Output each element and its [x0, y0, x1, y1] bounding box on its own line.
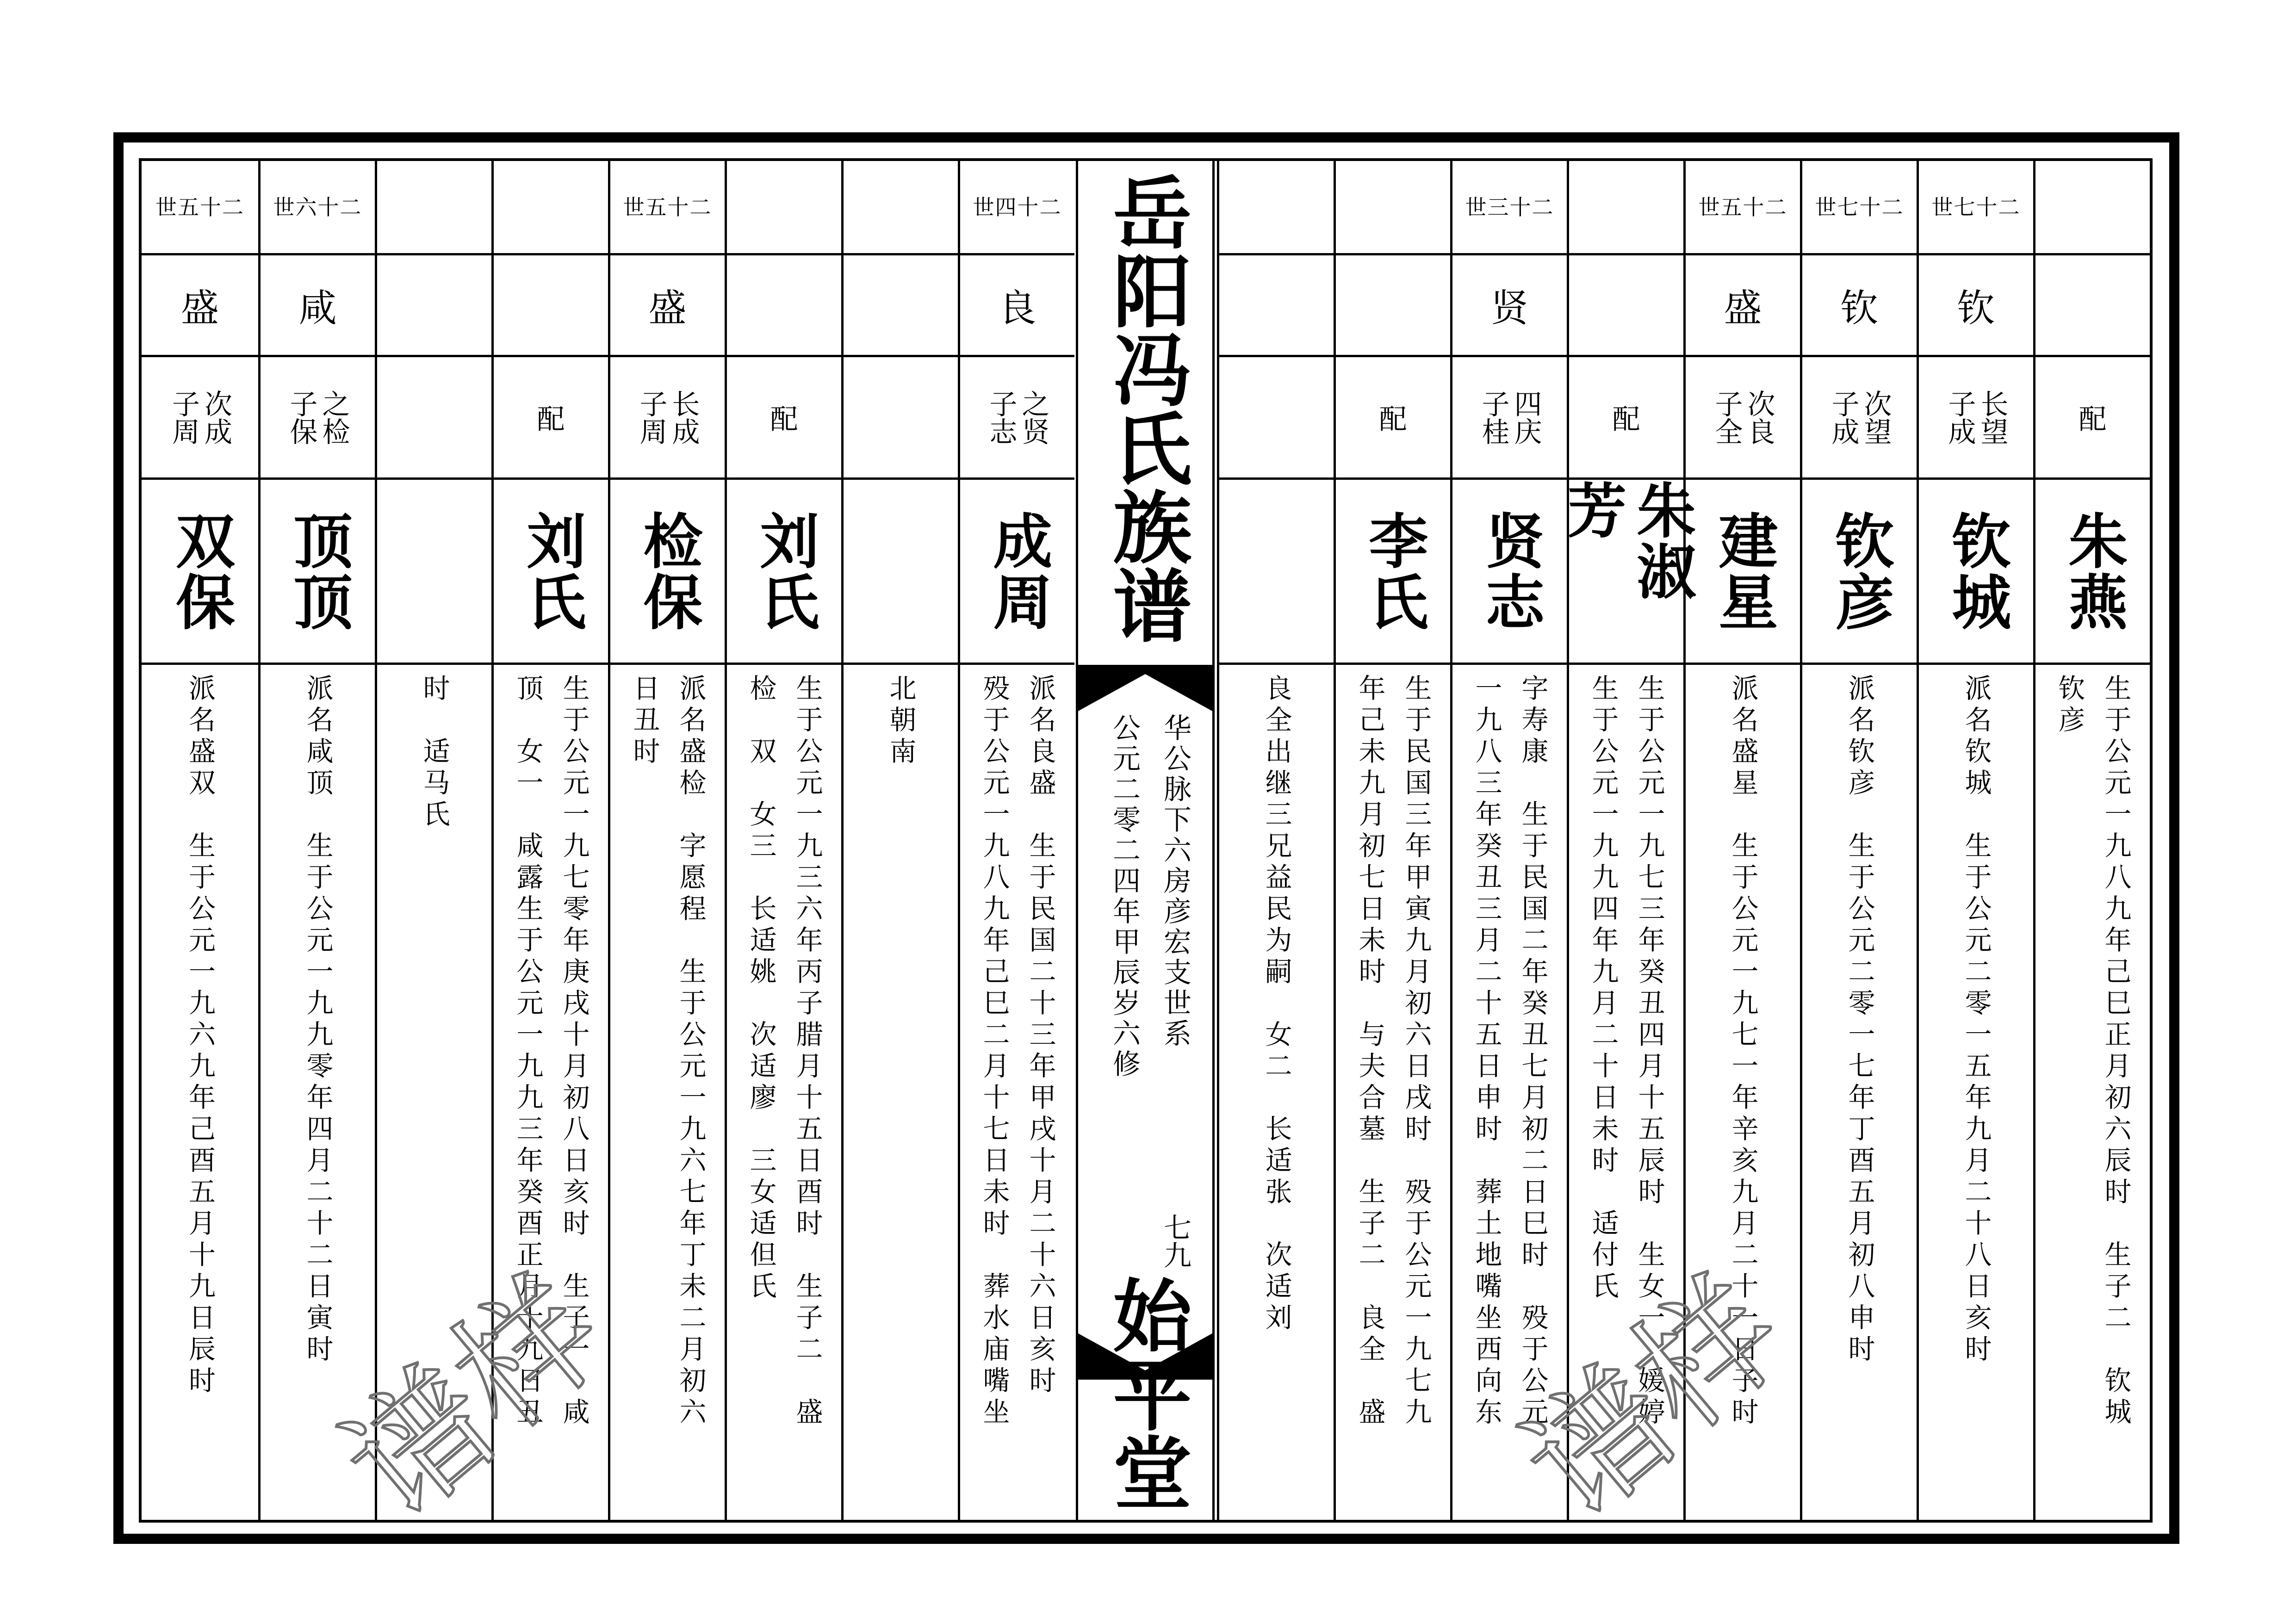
person-name: 钦彦 — [1825, 510, 1894, 632]
watermark-left: 谱样 — [316, 1247, 633, 1549]
biography-cell — [1336, 665, 1450, 1523]
person-column — [1450, 158, 1567, 1523]
biography-line: 派名盛星 生于公元一九七一年辛亥九月二十一日子时 — [1727, 674, 1759, 1429]
relation-line: 次良 — [1743, 390, 1775, 445]
relation-line: 长望 — [1976, 390, 2009, 445]
relation-cell — [494, 357, 608, 480]
person-name: 顶顶 — [283, 510, 353, 632]
generation-char-cell — [261, 255, 375, 357]
generation-char-cell — [1919, 255, 2033, 357]
branch-line: 华公脉下六房彦宏支世系 — [1159, 713, 1191, 1049]
generation-cell — [1569, 158, 1683, 255]
generation-char-cell — [1336, 255, 1450, 357]
generation-cell — [727, 158, 841, 255]
relation-text — [1478, 390, 1541, 445]
name-cell — [1219, 480, 1334, 665]
generation-cell — [1802, 158, 1917, 255]
generation-char: 盛 — [648, 286, 687, 330]
person-name: 朱淑芳 — [1557, 480, 1696, 602]
generation-cell — [142, 158, 258, 255]
person-column — [491, 158, 608, 1523]
biography-line: 派名钦城 生于公元二零一五年九月二十八日亥时 — [1960, 674, 1992, 1366]
name-cell — [494, 480, 608, 665]
biography-line: 生于公元一九七三年癸丑四月十五辰时 生女一 媛婷 — [1633, 674, 1665, 1429]
relation-line: 子志 — [985, 390, 1018, 445]
generation-cell — [844, 158, 958, 255]
relation-cell — [142, 357, 258, 480]
biography-cell — [960, 665, 1074, 1523]
person-column — [1917, 158, 2033, 1523]
name-cell — [261, 480, 375, 665]
person-column — [1557, 158, 1696, 1523]
generation-cell — [1686, 158, 1800, 255]
generation-cell — [1219, 158, 1334, 255]
relation-text — [986, 390, 1049, 445]
biography-line: 生于公元一九三六年丙子腊月十五日酉时 生子二 盛 — [791, 674, 823, 1429]
generation-char-cell — [377, 255, 491, 357]
person-name: 钦城 — [1942, 510, 2011, 632]
person-column — [1217, 158, 1334, 1523]
biography-line: 派名钦彦 生于公元二零一七年丁酉五月初八申时 — [1843, 674, 1875, 1366]
generation-char-cell — [727, 255, 841, 357]
generation-char: 盛 — [1724, 286, 1762, 330]
biography-cell — [2035, 665, 2150, 1523]
page-number: 七九 — [1159, 1213, 1191, 1269]
name-cell — [1452, 480, 1567, 665]
book-spine — [1076, 158, 1215, 1523]
relation-line: 子周 — [168, 390, 200, 445]
generation-label: 世五十二 — [623, 194, 712, 220]
name-cell — [1686, 480, 1800, 665]
generation-char: 钦 — [1840, 286, 1879, 330]
biography-cell — [494, 665, 608, 1523]
generation-char-cell — [1686, 255, 1800, 357]
biography-line: 生于公元一九七零年庚戌十月初八日亥时 生子一 咸 — [558, 674, 590, 1429]
biography-line: 时 适马氏 — [418, 674, 450, 831]
relation-text — [636, 390, 699, 445]
person-column — [1800, 158, 1917, 1523]
biography-line: 年己未九月初七日未时 与夫合墓 生子二 良全 盛 — [1354, 674, 1386, 1429]
biography-cell — [1569, 665, 1683, 1523]
biography-line: 字寿康 生于民国二年癸丑七月初二日巳时 殁于公元 — [1517, 674, 1549, 1429]
relation-cell — [1336, 357, 1450, 480]
generation-label: 世七十二 — [1815, 194, 1904, 220]
biography-line: 生于公元一九八九年己巳正月初六辰时 生子二 钦城 — [2100, 674, 2132, 1429]
generation-label: 世六十二 — [273, 194, 362, 220]
name-cell — [2035, 480, 2150, 665]
biography-cell — [844, 665, 958, 1523]
hall-name: 始平堂 — [1099, 1275, 1191, 1511]
generation-label: 世五十二 — [155, 194, 244, 220]
fish-tail-top-icon — [1078, 665, 1212, 711]
relation-cell — [1569, 357, 1683, 480]
name-cell — [142, 480, 258, 665]
relation-cell — [1686, 357, 1800, 480]
relation-line: 子保 — [285, 390, 318, 445]
generation-cell — [494, 158, 608, 255]
relation-cell — [2035, 357, 2150, 480]
person-column — [1334, 158, 1450, 1523]
generation-label: 世四十二 — [973, 194, 1062, 220]
generation-cell — [377, 158, 491, 255]
generation-cell — [610, 158, 725, 255]
relation-text: 配 — [770, 403, 798, 436]
relation-text — [286, 390, 349, 445]
person-name: 朱燕 — [2058, 510, 2128, 632]
person-name: 检保 — [633, 510, 702, 632]
generation-char-cell — [494, 255, 608, 357]
relation-text: 配 — [1379, 403, 1407, 436]
biography-line: 良全出继三兄益民为嗣 女二 长适张 次适刘 — [1260, 674, 1292, 1335]
generation-char-cell — [1802, 255, 1917, 357]
biography-line: 派名良盛 生于民国二十三年甲戌十月二十六日亥时 — [1024, 674, 1056, 1398]
generation-char-cell — [2035, 255, 2150, 357]
biography-line: 殁于公元一九八九年己巳二月十七日未时 葬水庙嘴坐 — [978, 674, 1010, 1429]
book-title: 岳阳冯氏族谱 — [1099, 172, 1191, 644]
person-name: 李氏 — [1359, 510, 1428, 632]
person-name: 建星 — [1708, 510, 1778, 632]
generation-char-cell — [1219, 255, 1334, 357]
person-name: 刘氏 — [516, 510, 586, 632]
name-cell — [1802, 480, 1917, 665]
biography-line: 顶 女一 咸露生于公元一九九三年癸酉正月十九日丑 — [512, 674, 544, 1429]
person-column — [2033, 158, 2150, 1523]
person-column — [258, 158, 375, 1523]
generation-cell — [1452, 158, 1567, 255]
biography-line: 派名盛检 字愿程 生于公元一九六七年丁未二月初六 — [675, 674, 707, 1429]
person-name: 刘氏 — [750, 510, 819, 632]
relation-text: 配 — [1612, 403, 1640, 436]
person-column — [1683, 158, 1800, 1523]
name-cell — [1919, 480, 2033, 665]
relation-cell — [844, 357, 958, 480]
relation-line: 子全 — [1710, 390, 1743, 445]
biography-cell — [1686, 665, 1800, 1523]
relation-text — [1945, 390, 2008, 445]
person-name: 双保 — [166, 510, 235, 632]
name-cell — [610, 480, 725, 665]
biography-cell — [610, 665, 725, 1523]
generation-char-cell — [960, 255, 1074, 357]
generation-char-cell — [1452, 255, 1567, 357]
relation-cell — [261, 357, 375, 480]
generation-label: 世五十二 — [1698, 194, 1787, 220]
biography-line: 派名盛双 生于公元一九六九年己酉五月十九日辰时 — [184, 674, 216, 1398]
biography-cell — [377, 665, 491, 1523]
person-name: 成周 — [983, 510, 1052, 632]
relation-cell — [727, 357, 841, 480]
relation-cell — [1219, 357, 1334, 480]
biography-cell — [1219, 665, 1334, 1523]
name-cell — [1336, 480, 1450, 665]
person-column — [375, 158, 491, 1523]
relation-line: 子成 — [1827, 390, 1860, 445]
biography-cell — [1802, 665, 1917, 1523]
generation-cell — [960, 158, 1074, 255]
relation-line: 次成 — [200, 390, 232, 445]
relation-cell — [377, 357, 491, 480]
watermark-right: 谱样 — [1496, 1247, 1813, 1549]
biography-cell — [142, 665, 258, 1523]
person-column — [958, 158, 1074, 1523]
generation-label: 世三十二 — [1465, 194, 1554, 220]
biography-line: 一九八三年癸丑三月二十五日申时 葬土地嘴坐西向东 — [1471, 674, 1502, 1429]
generation-cell — [2035, 158, 2150, 255]
generation-label: 世七十二 — [1931, 194, 2021, 220]
generation-char-cell — [142, 255, 258, 357]
biography-line: 生于公元一九九四年九月二十日未时 适付氏 — [1587, 674, 1619, 1303]
biography-line: 派名咸顶 生于公元一九九零年四月二十二日寅时 — [302, 674, 334, 1366]
relation-text — [1828, 390, 1891, 445]
biography-cell — [1452, 665, 1567, 1523]
name-cell — [1557, 480, 1696, 665]
biography-line: 日丑时 — [628, 674, 660, 768]
relation-line: 四庆 — [1509, 390, 1542, 445]
person-name: 贤志 — [1475, 510, 1545, 632]
generation-char: 咸 — [298, 286, 337, 330]
spine-middle — [1078, 713, 1212, 1329]
relation-line: 之贤 — [1017, 390, 1050, 445]
relation-cell — [960, 357, 1074, 480]
person-column — [841, 158, 958, 1523]
generation-char-cell — [1569, 255, 1683, 357]
relation-text — [1712, 390, 1775, 445]
relation-line: 子桂 — [1477, 390, 1510, 445]
generation-char-cell — [610, 255, 725, 357]
biography-line: 检 双 女三 长适姚 次适廖 三女适但氏 — [745, 674, 777, 1303]
relation-line: 子周 — [635, 390, 668, 445]
relation-line: 次望 — [1859, 390, 1892, 445]
person-column — [725, 158, 841, 1523]
name-cell — [960, 480, 1074, 665]
person-column — [142, 158, 258, 1523]
name-cell — [844, 480, 958, 665]
edition-line: 公元二零二四年甲辰岁六修 — [1108, 713, 1141, 1080]
relation-line: 长成 — [667, 390, 700, 445]
biography-cell — [727, 665, 841, 1523]
biography-cell — [261, 665, 375, 1523]
generation-cell — [1919, 158, 2033, 255]
relation-text — [168, 390, 231, 445]
name-cell — [377, 480, 491, 665]
biography-cell — [1919, 665, 2033, 1523]
relation-cell — [610, 357, 725, 480]
relation-line: 之检 — [317, 390, 350, 445]
relation-text: 配 — [537, 403, 565, 436]
person-column — [608, 158, 725, 1523]
relation-cell — [1452, 357, 1567, 480]
generation-char-cell — [844, 255, 958, 357]
relation-cell — [1919, 357, 2033, 480]
generation-char: 盛 — [180, 286, 219, 330]
relation-cell — [1802, 357, 1917, 480]
generation-char: 贤 — [1490, 286, 1529, 330]
generation-cell — [261, 158, 375, 255]
biography-line: 生于民国三年甲寅九月初六日戌时 殁于公元一九七九 — [1400, 674, 1432, 1429]
name-cell — [727, 480, 841, 665]
relation-text: 配 — [2079, 403, 2107, 436]
generation-cell — [1336, 158, 1450, 255]
generation-char: 钦 — [1957, 286, 1995, 330]
biography-line: 北朝南 — [885, 674, 917, 768]
relation-line: 子成 — [1943, 390, 1976, 445]
biography-line: 钦彦 — [2054, 674, 2085, 737]
generation-char: 良 — [998, 286, 1036, 330]
